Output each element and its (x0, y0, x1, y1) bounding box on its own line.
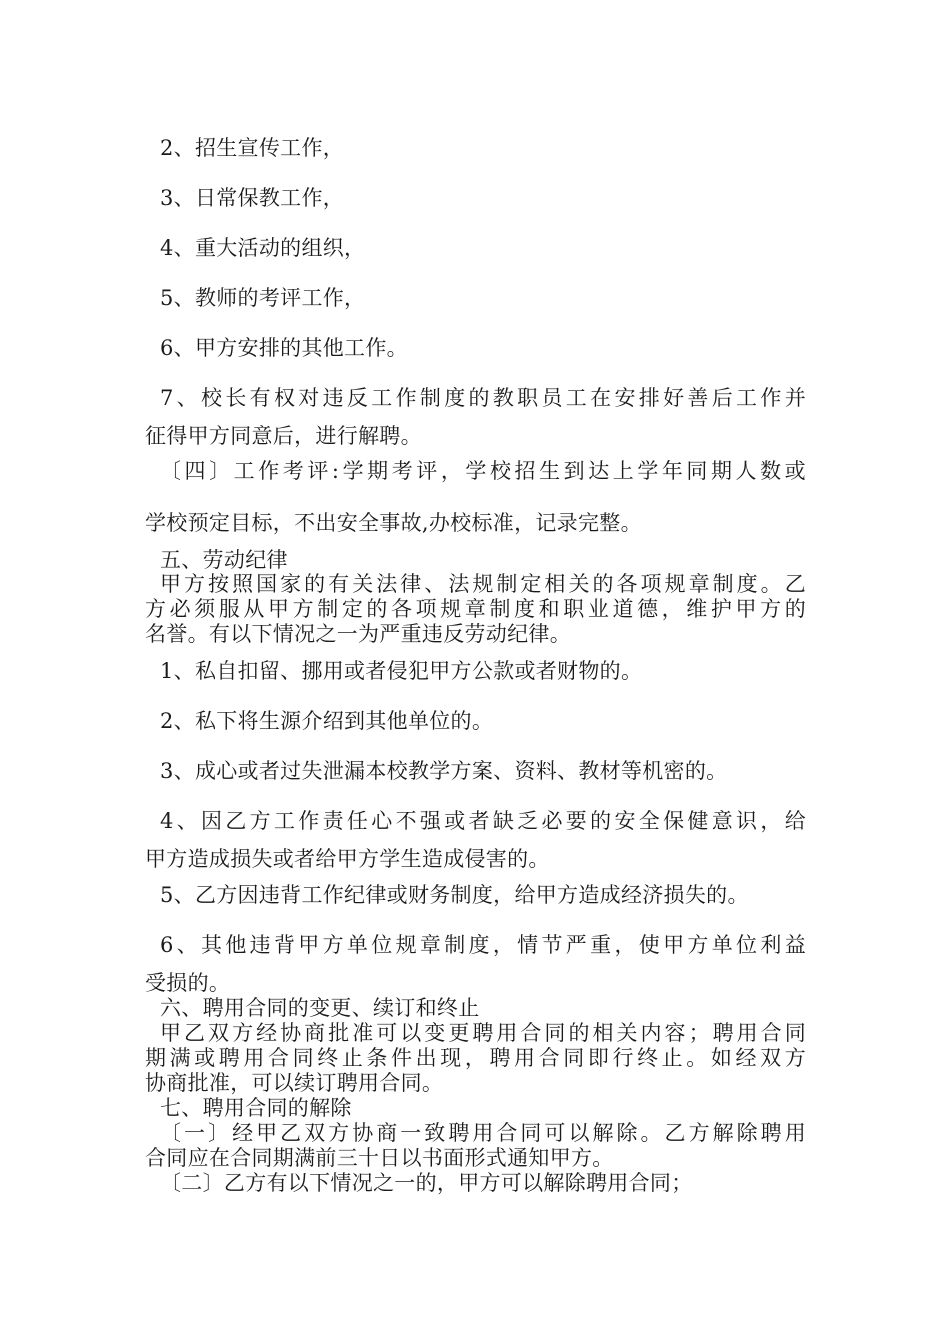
violation-item-3: 3、成心或者过失泄漏本校教学方案、资料、教材等机密的。 (160, 759, 728, 783)
section-6-body-line-1: 甲乙双方经协商批准可以变更聘用合同的相关内容；聘用合同 (160, 1021, 806, 1045)
duty-item-7-line-1: 7、校长有权对违反工作制度的教职员工在安排好善后工作并 (160, 386, 806, 410)
section-7-item-1-line-1: 〔一〕经甲乙双方协商一致聘用合同可以解除。乙方解除聘用 (160, 1121, 806, 1145)
violation-item-1: 1、私自扣留、挪用或者侵犯甲方公款或者财物的。 (160, 659, 643, 683)
section-5-intro-line-1: 甲方按照国家的有关法律、法规制定相关的各项规章制度。乙 (160, 572, 806, 596)
duty-item-4: 4、重大活动的组织， (160, 236, 366, 260)
violation-item-4-line-2: 甲方造成损失或者给甲方学生造成侵害的。 (145, 847, 550, 871)
section-5-intro-line-3: 名誉。有以下情况之一为严重违反劳动纪律。 (145, 622, 571, 646)
violation-item-6-line-2: 受损的。 (145, 971, 231, 995)
violation-item-4-line-1: 4、因乙方工作责任心不强或者缺乏必要的安全保健意识，给 (160, 809, 806, 833)
duty-item-7-line-2: 征得甲方同意后，进行解聘。 (145, 424, 422, 448)
section-6-body-line-3: 协商批准，可以续订聘用合同。 (145, 1071, 444, 1095)
duty-item-2: 2、招生宣传工作， (160, 136, 345, 160)
violation-item-5: 5、乙方因违背工作纪律或财务制度，给甲方造成经济损失的。 (160, 883, 749, 907)
section-7-item-1-line-2: 合同应在合同期满前三十日以书面形式通知甲方。 (145, 1146, 614, 1170)
evaluation-line-2: 学校预定目标，不出安全事故,办校标准，记录完整。 (145, 511, 642, 535)
section-7-item-2: 〔二〕乙方有以下情况之一的，甲方可以解除聘用合同； (160, 1171, 693, 1195)
section-5-intro-line-2: 方必须服从甲方制定的各项规章制度和职业道德，维护甲方的 (145, 597, 806, 621)
section-6-body-line-2: 期满或聘用合同终止条件出现，聘用合同即行终止。如经双方 (145, 1046, 806, 1070)
section-5-heading: 五、劳动纪律 (160, 548, 288, 572)
evaluation-line-1: 〔四〕工作考评:学期考评，学校招生到达上学年同期人数或 (160, 459, 806, 483)
violation-item-6-line-1: 6、其他违背甲方单位规章制度，情节严重，使甲方单位利益 (160, 933, 806, 957)
duty-item-5: 5、教师的考评工作， (160, 286, 366, 310)
violation-item-2: 2、私下将生源介绍到其他单位的。 (160, 709, 494, 733)
section-7-heading: 七、聘用合同的解除 (160, 1096, 352, 1120)
duty-item-6: 6、甲方安排的其他工作。 (160, 336, 408, 360)
duty-item-3: 3、日常保教工作， (160, 186, 345, 210)
section-6-heading: 六、聘用合同的变更、续订和终止 (160, 996, 480, 1020)
